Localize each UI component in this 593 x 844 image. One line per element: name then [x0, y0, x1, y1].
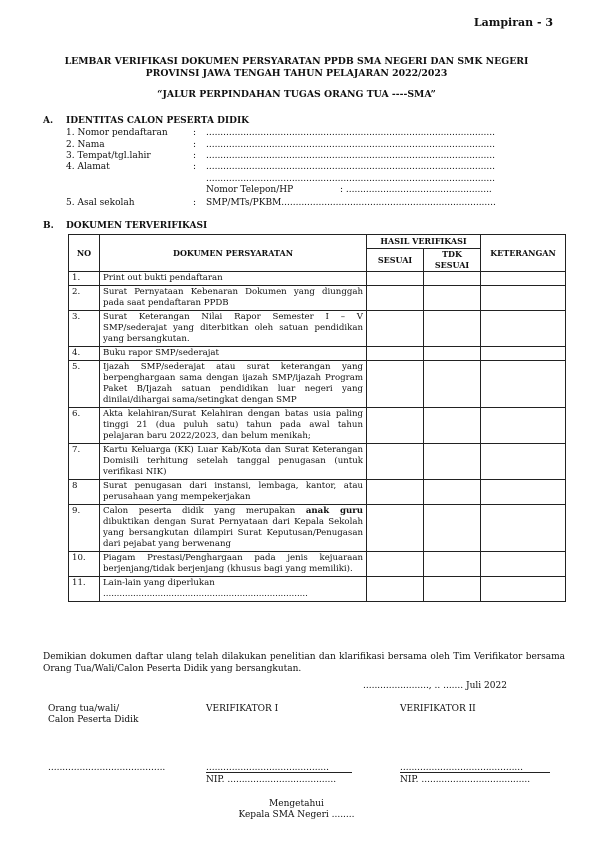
row-number: 10.: [69, 552, 100, 577]
row-document: Ijazah SMP/sederajat atau surat keterangan yang berpenghargaan sama dengan ijazah SMP/ijazah Program Paket B/Ijazah satuan pendidikan luar negeri yang dinilai/dihargai sama/setingkat dengan SMP: [100, 361, 367, 408]
field-label: 5. Asal sekolah: [66, 198, 135, 208]
field-label: 1. Nomor pendaftaran: [66, 128, 168, 138]
row-document: Surat Pernyataan Kebenaran Dokumen yang diunggah pada saat pendaftaran PPDB: [100, 286, 367, 311]
cell-keterangan[interactable]: [481, 286, 566, 311]
field-colon: :: [193, 128, 197, 138]
row-number: 8: [69, 480, 100, 505]
section-b-label: B.: [43, 221, 54, 231]
table-row: [69, 347, 566, 361]
cell-keterangan[interactable]: [481, 552, 566, 577]
section-b-heading: DOKUMEN TERVERIFIKASI: [66, 221, 208, 231]
cell-sesuai[interactable]: [367, 577, 424, 602]
cell-sesuai[interactable]: [367, 505, 424, 552]
verifikator-1-nip[interactable]: NIP. ......................................: [206, 775, 337, 785]
mengetahui-label: Mengetahui: [269, 799, 324, 809]
cell-tdk-sesuai[interactable]: [424, 272, 481, 286]
birth-field[interactable]: .....................................................................................................: [206, 151, 495, 161]
parent-label-line2: Calon Peserta Didik: [48, 715, 139, 725]
cell-tdk-sesuai[interactable]: [424, 361, 481, 408]
cell-tdk-sesuai[interactable]: [424, 286, 481, 311]
verifikator-2-signature-line[interactable]: ...........................................: [400, 763, 524, 773]
verification-table: [68, 234, 566, 602]
document-subtitle: “JALUR PERPINDAHAN TUGAS ORANG TUA ----SMA”: [157, 89, 436, 100]
cell-tdk-sesuai[interactable]: [424, 552, 481, 577]
date-line[interactable]: ......................., .. ....... Juli 2022: [363, 681, 507, 691]
row-document: Print out bukti pendaftaran: [100, 272, 367, 286]
cell-tdk-sesuai[interactable]: [424, 505, 481, 552]
cell-sesuai[interactable]: [367, 552, 424, 577]
cell-keterangan[interactable]: [481, 408, 566, 444]
table-row: [69, 505, 566, 552]
cell-sesuai[interactable]: [367, 347, 424, 361]
row-document: [100, 577, 367, 602]
col-header-keterangan: KETERANGAN: [481, 235, 566, 272]
col-header-sesuai: SESUAI: [367, 249, 424, 272]
verifikator-1-label: VERIFIKATOR I: [206, 704, 279, 714]
cell-tdk-sesuai[interactable]: [424, 444, 481, 480]
principal-label: Kepala SMA Negeri ........: [238, 810, 355, 820]
field-label: 4. Alamat: [66, 162, 110, 172]
cell-keterangan[interactable]: [481, 347, 566, 361]
row-document: Surat Keterangan Nilai Rapor Semester I – V SMP/sederajat yang diterbitkan oleh satuan pendidikan yang bersangkutan.: [100, 311, 367, 347]
table-row: [69, 408, 566, 444]
row-number: 5.: [69, 361, 100, 408]
document-title-line1: LEMBAR VERIFIKASI DOKUMEN PERSYARATAN PPDB SMA NEGERI DAN SMK NEGERI: [64, 56, 529, 67]
address-field[interactable]: .....................................................................................................: [206, 162, 495, 172]
document-title-line2: PROVINSI JAWA TENGAH TAHUN PELAJARAN 2022/2023: [145, 68, 448, 79]
lampiran-label: Lampiran - 3: [473, 16, 553, 29]
row-document-text: Lain-lain yang diperlukan: [103, 578, 215, 588]
cell-sesuai[interactable]: [367, 480, 424, 505]
field-colon: :: [193, 140, 197, 150]
other-documents-field[interactable]: ...........................................................................: [103, 589, 308, 599]
field-colon: :: [193, 162, 197, 172]
cell-keterangan[interactable]: [481, 272, 566, 286]
row-number: 1.: [69, 272, 100, 286]
phone-field[interactable]: : ...................................................: [340, 185, 492, 195]
row-number: 3.: [69, 311, 100, 347]
name-field[interactable]: .....................................................................................................: [206, 140, 495, 150]
field-colon: :: [193, 198, 197, 208]
col-header-document: DOKUMEN PERSYARATAN: [100, 235, 367, 272]
table-row: [69, 311, 566, 347]
registration-number-field[interactable]: .....................................................................................................: [206, 128, 495, 138]
cell-sesuai[interactable]: [367, 361, 424, 408]
verifikator-2-nip[interactable]: NIP. ......................................: [400, 775, 531, 785]
school-field[interactable]: SMP/MTs/PKBM...........................................................................: [206, 198, 496, 208]
cell-sesuai[interactable]: [367, 272, 424, 286]
field-label: 3. Tempat/tgl.lahir: [66, 151, 151, 161]
row-number: 11.: [69, 577, 100, 602]
table-row: [69, 361, 566, 408]
cell-keterangan[interactable]: [481, 444, 566, 480]
row-document: Akta kelahiran/Surat Kelahiran dengan batas usia paling tinggi 21 (dua puluh satu) tahun pada awal tahun pelajaran baru 2022/2023, dan belum menikah;: [100, 408, 367, 444]
row-document: Piagam Prestasi/Penghargaan pada jenis kejuaraan berjenjang/tidak berjenjang (khusus bagi yang memiliki).: [100, 552, 367, 577]
col-header-hasil: HASIL VERIFIKASI: [367, 235, 481, 249]
verifikator-2-label: VERIFIKATOR II: [400, 704, 476, 714]
row-document: Kartu Keluarga (KK) Luar Kab/Kota dan Surat Keterangan Domisili terhitung setelah tanggal penugasan (untuk verifikasi NIK): [100, 444, 367, 480]
phone-label: Nomor Telepon/HP: [206, 185, 294, 195]
cell-tdk-sesuai[interactable]: [424, 347, 481, 361]
cell-tdk-sesuai[interactable]: [424, 480, 481, 505]
section-a-heading: IDENTITAS CALON PESERTA DIDIK: [66, 116, 249, 126]
table-row: [69, 577, 566, 602]
cell-tdk-sesuai[interactable]: [424, 311, 481, 347]
table-row: [69, 444, 566, 480]
row-document-text: dibuktikan dengan Surat Pernyataan dari Kepala Sekolah yang bersangkutan dilampiri Surat Keputusan/Penugasan dari pejabat yang berwenang: [103, 517, 363, 549]
row-number: 9.: [69, 505, 100, 552]
row-number: 2.: [69, 286, 100, 311]
cell-tdk-sesuai[interactable]: [424, 577, 481, 602]
cell-keterangan[interactable]: [481, 311, 566, 347]
row-document: [100, 505, 367, 552]
parent-signature-line[interactable]: .........................................: [48, 763, 166, 773]
field-colon: :: [193, 151, 197, 161]
cell-keterangan[interactable]: [481, 480, 566, 505]
table-row: [69, 272, 566, 286]
address-field-line2[interactable]: .....................................................................................................: [206, 174, 495, 184]
row-document: Surat penugasan dari instansi, lembaga, kantor, atau perusahaan yang mempekerjakan: [100, 480, 367, 505]
cell-sesuai[interactable]: [367, 286, 424, 311]
cell-tdk-sesuai[interactable]: [424, 408, 481, 444]
verifikator-2-underline: [400, 772, 550, 773]
verifikator-1-underline: [206, 772, 352, 773]
col-header-no: NO: [69, 235, 100, 272]
row-number: 4.: [69, 347, 100, 361]
cell-sesuai[interactable]: [367, 444, 424, 480]
row-document-bold: anak guru: [305, 506, 364, 516]
section-a-label: A.: [43, 116, 54, 126]
verifikator-1-signature-line[interactable]: ...........................................: [206, 763, 330, 773]
parent-label: Orang tua/wali/: [48, 704, 120, 714]
field-label: 2. Nama: [66, 140, 105, 150]
row-document-text: Calon peserta didik yang merupakan: [103, 506, 306, 516]
cell-keterangan[interactable]: [481, 505, 566, 552]
cell-keterangan[interactable]: [481, 577, 566, 602]
table-row: [69, 286, 566, 311]
closing-statement: Demikian dokumen daftar ulang telah dilakukan penelitian dan klarifikasi bersama oleh Tim Verifikator bersama Orang Tua/Wali/Calon Peserta Didik yang bersangkutan.: [43, 652, 565, 674]
cell-sesuai[interactable]: [367, 311, 424, 347]
cell-keterangan[interactable]: [481, 361, 566, 408]
table-row: [69, 480, 566, 505]
row-number: 6.: [69, 408, 100, 444]
row-document: Buku rapor SMP/sederajat: [100, 347, 367, 361]
table-row: [69, 552, 566, 577]
cell-sesuai[interactable]: [367, 408, 424, 444]
row-number: 7.: [69, 444, 100, 480]
col-header-tdk-sesuai: TDK SESUAI: [424, 249, 481, 272]
